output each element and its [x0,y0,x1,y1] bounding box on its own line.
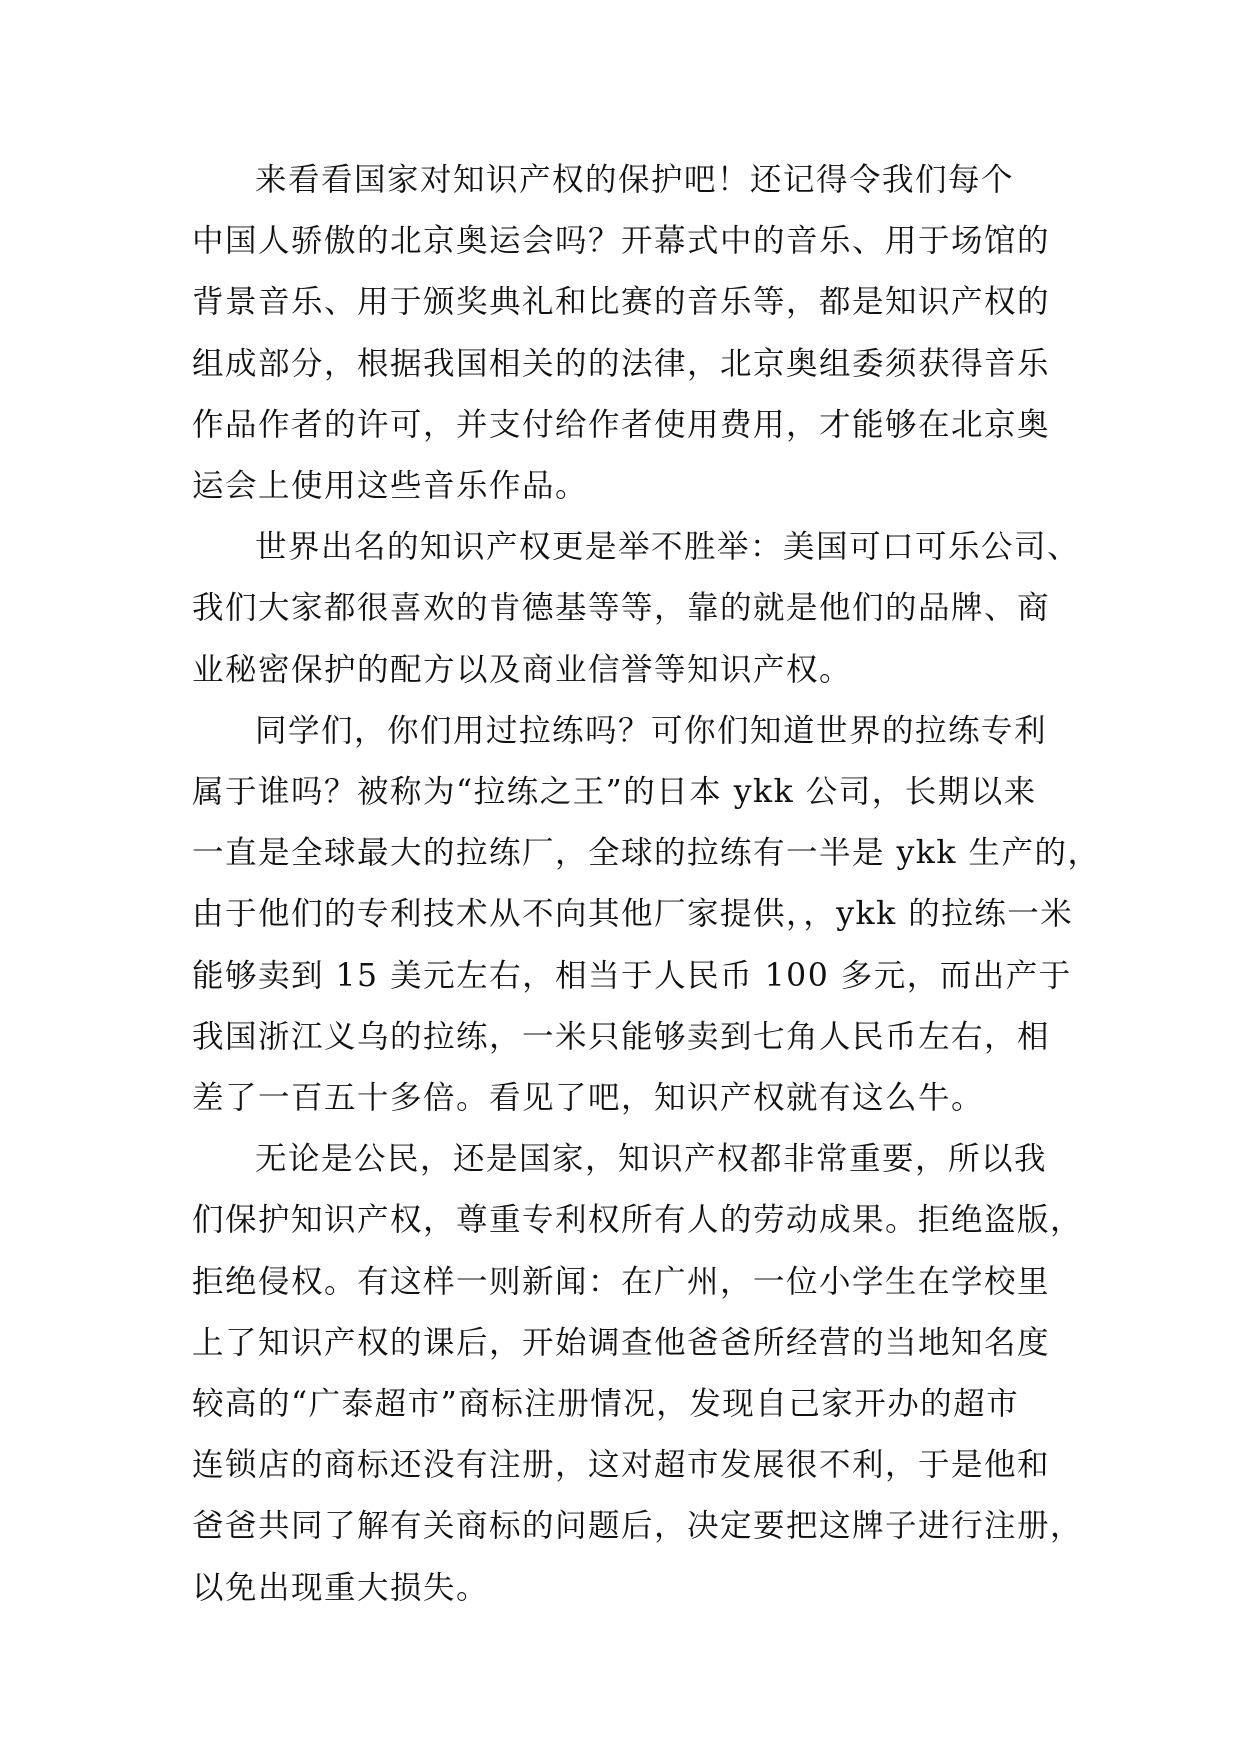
paragraph-famous-brands [192,517,1081,701]
text-line: 们保护知识产权，尊重专利权所有人的劳动成果。拒绝盗版， [192,1202,1084,1239]
paragraph-trademark-news [192,1129,1084,1619]
text-line: 组成部分，根据我国相关的的法律，北京奥组委须获得音乐 [192,345,1051,382]
paragraph-olympics [192,150,1052,517]
text-line: 差了一百五十多倍。看见了吧，知识产权就有这么牛。 [192,1080,985,1117]
text-line: 连锁店的商标还没有注册，这对超市发展很不利，于是他和 [192,1447,1051,1484]
text-line: 同学们，你们用过拉练吗？可你们知道世界的拉练专利 [255,712,1048,749]
text-line: 来看看国家对知识产权的保护吧！还记得令我们每个 [255,162,1015,198]
text-line: 拒绝侵权。有这样一则新闻：在广州，一位小学生在学校里 [192,1263,1051,1300]
text-line: 业秘密保护的配方以及商业信誉等知识产权。 [192,651,853,688]
text-line: 运会上使用这些音乐作品。 [192,468,589,505]
text-line: 上了知识产权的课后，开始调查他爸爸所经营的当地知名度 [192,1324,1051,1361]
text-line: 属于谁吗？被称为“拉练之王”的日本 ykk 公司，长期以来 [192,774,1037,811]
paragraph-ykk-zipper [192,701,1101,1129]
text-line: 我们大家都很喜欢的肯德基等等，靠的就是他们的品牌、商 [192,590,1051,627]
text-line: 中国人骄傲的北京奥运会吗？开幕式中的音乐、用于场馆的 [192,223,1051,260]
text-line: 一直是全球最大的拉练厂，全球的拉练有一半是 ykk 生产的， [192,835,1101,872]
text-line: 较高的“广泰超市”商标注册情况，发现自己家开办的超市 [192,1386,1020,1423]
text-line: 世界出名的知识产权更是举不胜举：美国可口可乐公司、 [255,529,1081,566]
text-line: 以免出现重大损失。 [192,1569,490,1606]
text-line: 由于他们的专利技术从不向其他厂家提供，，ykk 的拉练一米 [192,896,1074,933]
text-line: 爸爸共同了解有关商标的问题后，决定要把这牌子进行注册， [192,1508,1084,1545]
text-line: 能够卖到 15 美元左右，相当于人民币 100 多元，而出产于 [192,957,1072,994]
text-line: 作品作者的许可，并支付给作者使用费用，才能够在北京奥 [192,406,1051,443]
document-page [192,150,1101,1619]
text-line: 我国浙江义乌的拉练，一米只能够卖到七角人民币左右，相 [192,1018,1051,1055]
text-line: 背景音乐、用于颁奖典礼和比赛的音乐等，都是知识产权的 [192,284,1051,321]
text-line: 无论是公民，还是国家，知识产权都非常重要，所以我 [255,1141,1048,1178]
